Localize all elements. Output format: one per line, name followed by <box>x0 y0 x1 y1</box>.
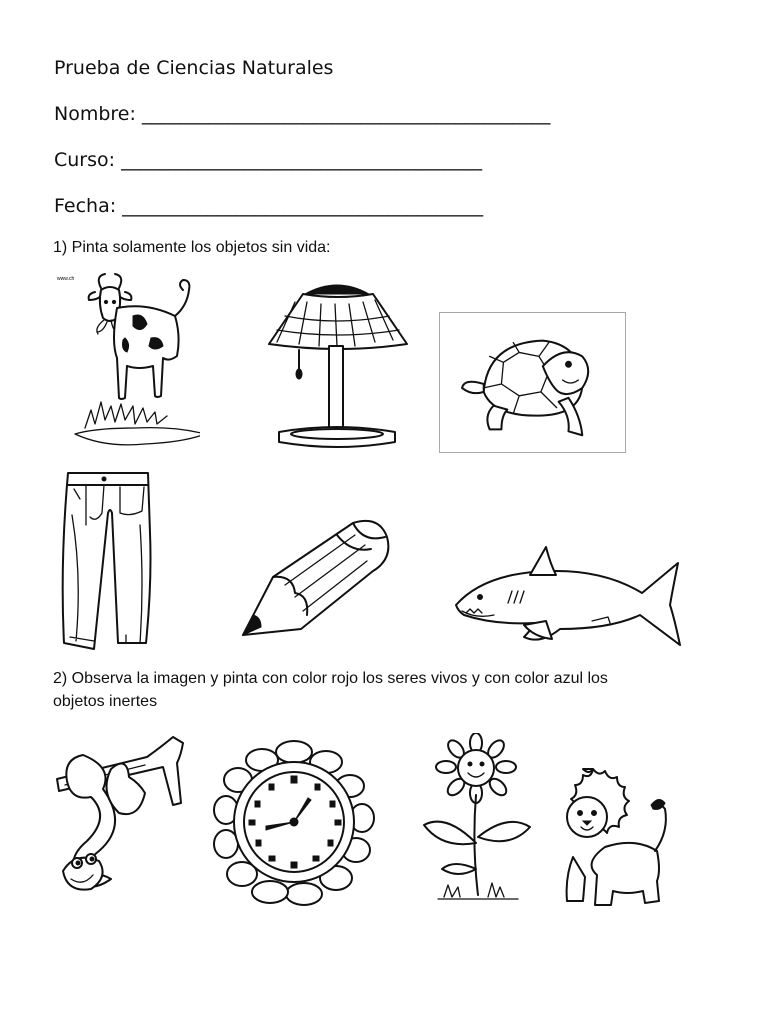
turtle-drawing <box>440 313 625 452</box>
sunflower-image[interactable] <box>418 733 536 903</box>
page-title: Prueba de Ciencias Naturales <box>54 57 334 79</box>
question-2-prompt-line1: 2) Observa la imagen y pinta con color rojo los seres vivos y con color azul los <box>53 670 608 687</box>
sunflower-drawing <box>418 733 536 903</box>
clock-drawing <box>212 738 377 908</box>
name-field[interactable]: Nombre: ___________________________________________ <box>54 103 551 125</box>
pencil-image[interactable] <box>237 515 397 645</box>
turtle-image[interactable] <box>439 312 626 453</box>
course-field[interactable]: Curso: ______________________________________ <box>54 149 483 171</box>
pants-image[interactable] <box>60 465 155 650</box>
pencil-drawing <box>237 515 397 645</box>
question-1-prompt: 1) Pinta solamente los objetos sin vida: <box>53 239 331 256</box>
lamp-image[interactable] <box>265 272 410 457</box>
lion-image[interactable] <box>543 765 671 907</box>
lamp-drawing <box>265 272 410 457</box>
shark-image[interactable] <box>452 545 682 653</box>
snake-image[interactable] <box>55 735 190 905</box>
shark-drawing <box>452 545 682 653</box>
cow-drawing <box>55 268 200 453</box>
lion-drawing <box>543 765 671 907</box>
cow-image[interactable] <box>55 268 200 453</box>
question-2-prompt-line2: objetos inertes <box>53 693 158 710</box>
date-field[interactable]: Fecha: ______________________________________ <box>54 195 484 217</box>
snake-drawing <box>55 735 190 905</box>
clock-image[interactable] <box>212 738 377 908</box>
pants-drawing <box>60 465 155 650</box>
cow-tiny-label: www.ch <box>57 276 75 282</box>
